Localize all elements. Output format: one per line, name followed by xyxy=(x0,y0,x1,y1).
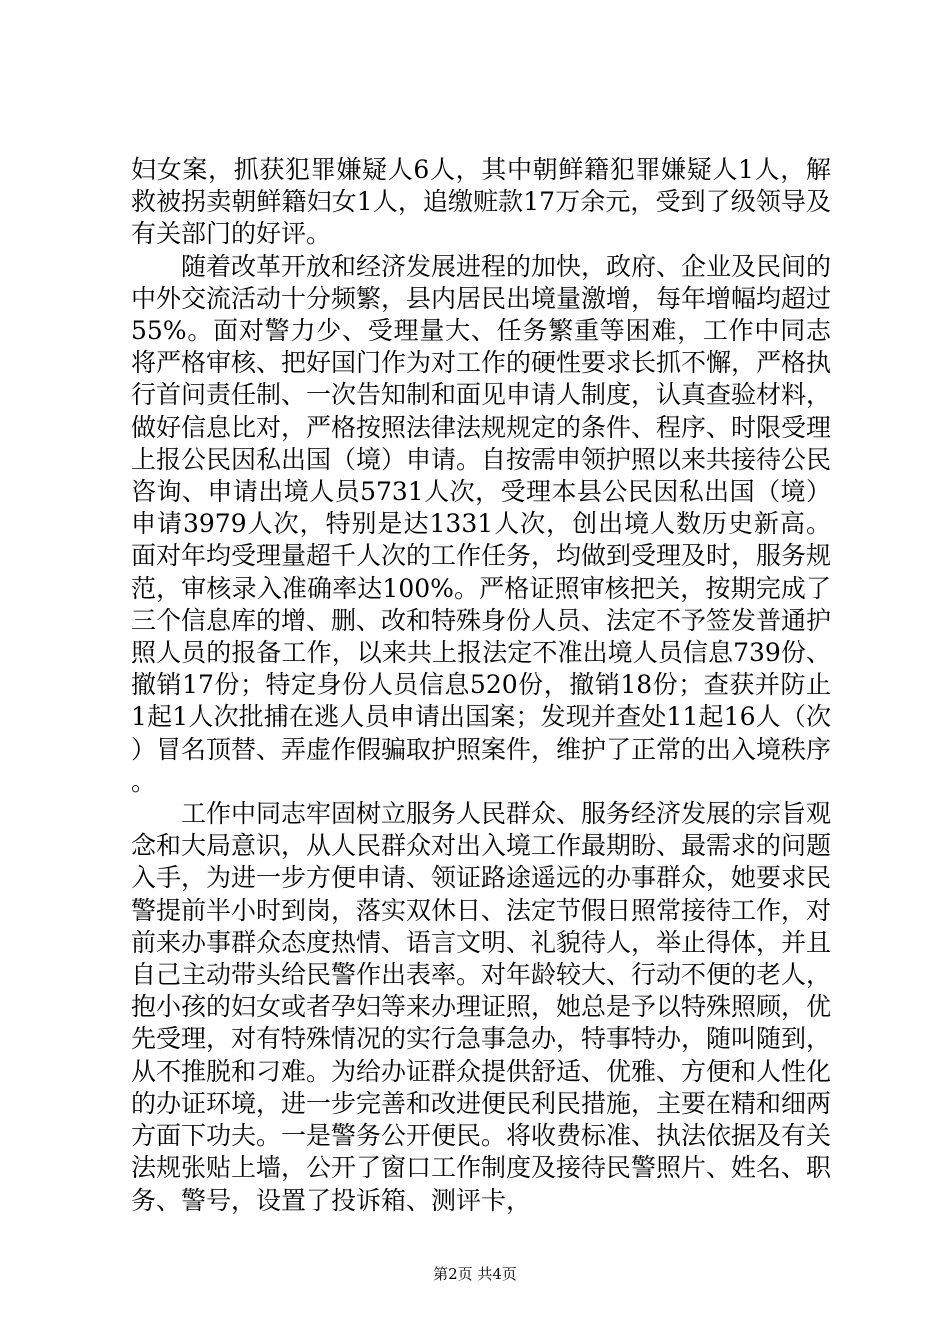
document-body xyxy=(131,154,831,1217)
paragraph-continuation: 妇女案，抓获犯罪嫌疑人6人，其中朝鲜籍犯罪嫌疑人1人，解救被拐卖朝鲜籍妇女1人，追缴赃款17万余元，受到了级领导及有关部门的好评。 xyxy=(131,155,831,249)
page-number: 第2页 共4页 xyxy=(433,1265,517,1283)
page-footer xyxy=(0,1264,950,1284)
paragraph-service-measures: 工作中同志牢固树立服务人民群众、服务经济发展的宗旨观念和大局意识，从人民群众对出入境工作最期盼、最需求的问题入手，为进一步方便申请、领证路途遥远的办事群众，她要求民警提前半小时到岗，落实双休日、法定节假日照常接待工作，对前来办事群众态度热情、语言文明、礼貌待人，举止得体，并且自己主动带头给民警作出表率。对年龄较大、行动不便的老人，抱小孩的妇女或者孕妇等来办理证照，她总是予以特殊照顾，优先受理，对有特殊情况的实行急事急办，特事特办，随叫随到，从不推脱和刁难。为给办证群众提供舒适、优雅、方便和人性化的办证环境，进一步完善和改进便民利民措施，主要在精和细两方面下功夫。一是警务公开便民。将收费标准、执法依据及有关法规张贴上墙，公开了窗口工作制度及接待民警照片、姓名、职务、警号，设置了投诉箱、测评卡， xyxy=(131,799,832,1215)
paragraph-exit-entry-review: 随着改革开放和经济发展进程的加快，政府、企业及民间的中外交流活动十分频繁，县内居民出境量激增，每年增幅均超过55%。面对警力少、受理量大、任务繁重等困难，工作中同志将严格审核、把好国门作为对工作的硬性要求长抓不懈，严格执行首问责任制、一次告知制和面见申请人制度，认真查验材料，做好信息比对，严格按照法律法规规定的条件、程序、时限受理上报公民因私出国（境）申请。自按需申领护照以来共接待公民咨询、申请出境人员5731人次，受理本县公民因私出国（境）申请3979人次，特别是达1331人次，创出境人数历史新高。面对年均受理量超千人次的工作任务，均做到受理及时，服务规范，审核录入准确率达100%。严格证照审核把关，按期完成了三个信息库的增、删、改和特殊身份人员、法定不予签发普通护照人员的报备工作，以来共上报法定不准出境人员信息739份、撤销17份；特定身份人员信息520份，撤销18份；查获并防止1起1人次批捕在逃人员申请出国案；发现并查处11起16人（次）冒名顶替、弄虚作假骗取护照案件，维护了正常的出入境秩序。 xyxy=(131,251,832,796)
